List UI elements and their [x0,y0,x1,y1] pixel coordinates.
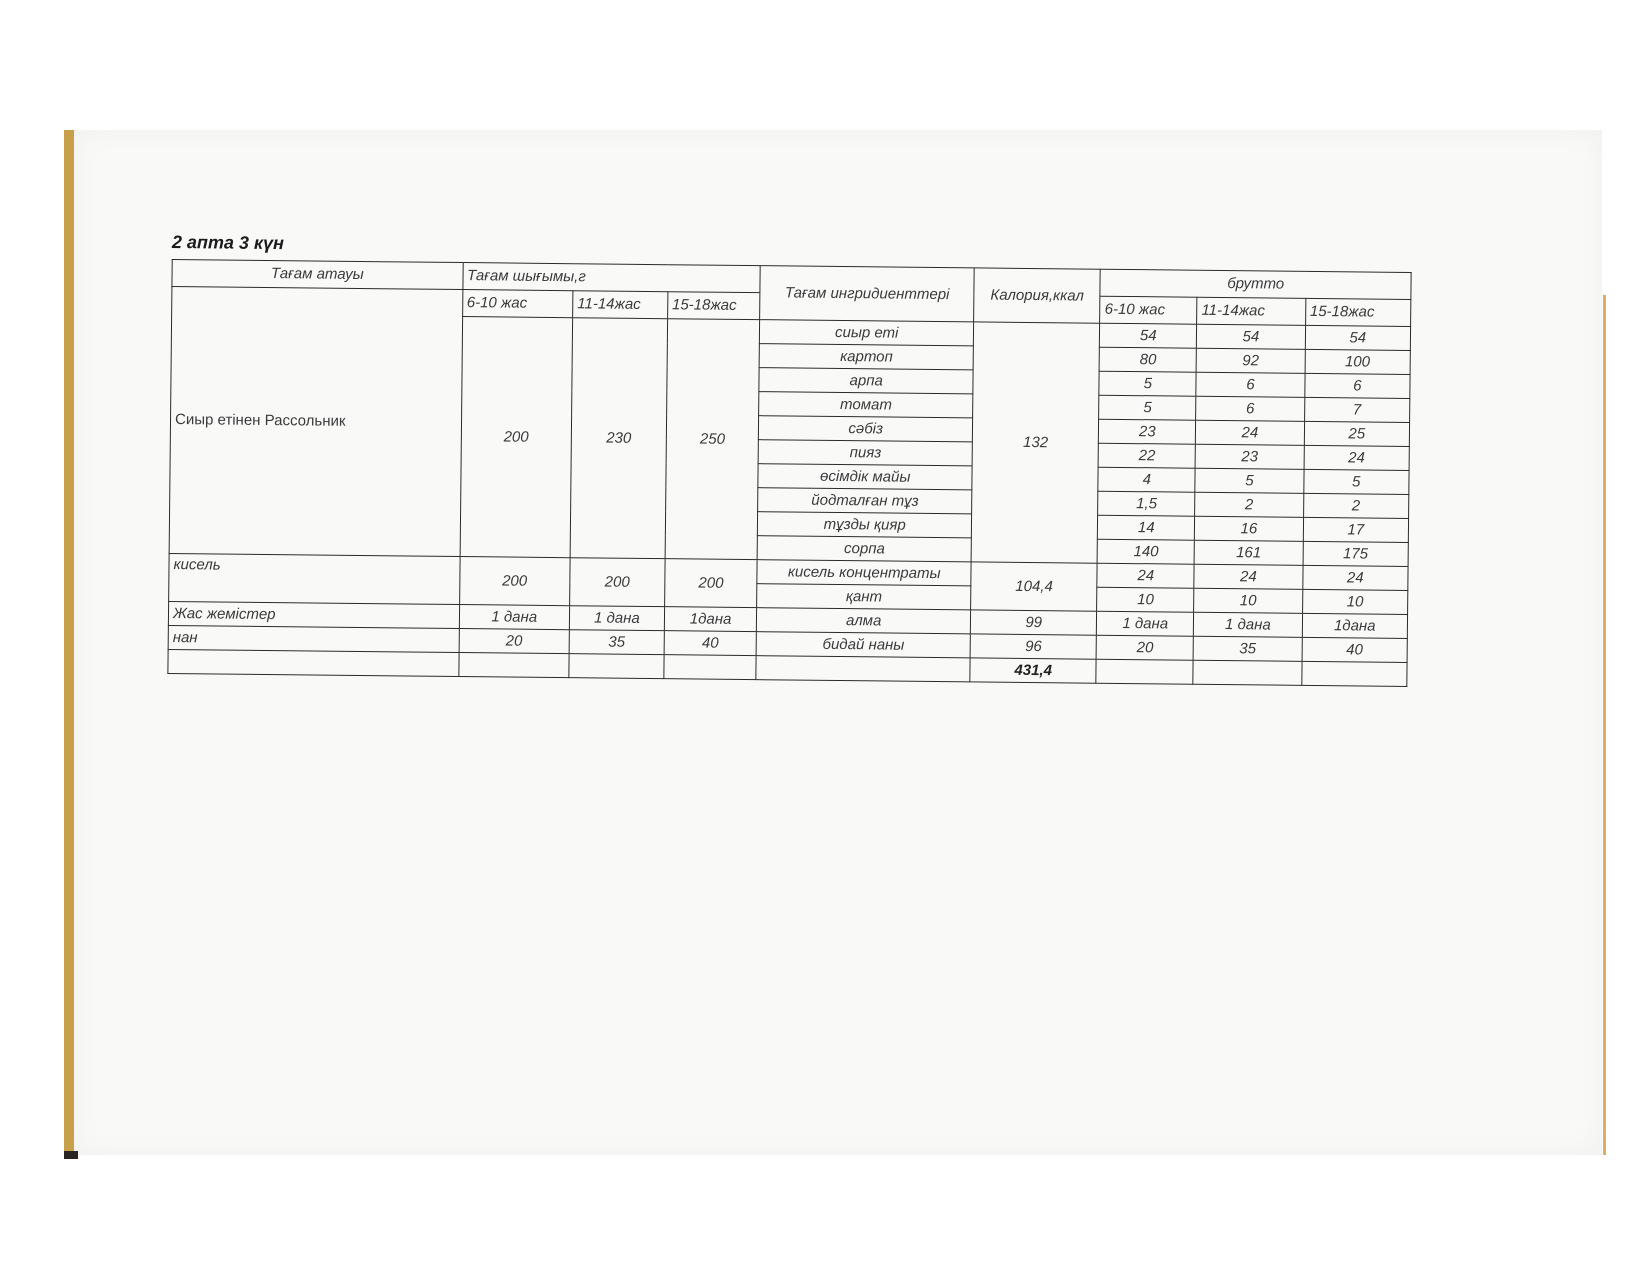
brutto-15-18: 100 [1305,349,1411,374]
brutto-15-18: 5 [1303,469,1409,494]
ingredient-name: йодталған тұз [758,488,972,514]
empty-cell [458,653,569,678]
portion-15-18: 250 [665,319,760,560]
total-calories: 431,4 [970,658,1097,683]
ingredient-name: алма [757,608,971,634]
header-portion-11-14: 11-14жас [573,291,668,319]
dish-name-kisel: кисель [169,553,460,604]
portion-11-14: 1 дана [569,606,664,631]
brutto-11-14: 6 [1196,372,1305,397]
empty-cell [168,649,459,676]
brutto-6-10: 5 [1099,371,1196,396]
brutto-11-14: 10 [1194,588,1303,613]
brutto-11-14: 35 [1193,636,1302,661]
brutto-11-14: 6 [1196,396,1305,421]
header-portion: Тағам шығымы,г [462,263,760,293]
paper-edge-shadow [1603,295,1606,1155]
brutto-6-10: 20 [1096,635,1193,660]
ingredient-name: сәбіз [759,416,973,442]
brutto-6-10: 1 дана [1097,611,1194,636]
brutto-15-18: 24 [1304,445,1410,470]
brutto-15-18: 7 [1304,397,1410,422]
ingredient-name: кисель концентраты [757,560,971,586]
empty-cell [756,656,970,682]
menu-document [167,232,1422,687]
brutto-11-14: 5 [1195,468,1304,493]
brutto-6-10: 54 [1100,323,1197,348]
brutto-6-10: 80 [1100,347,1197,372]
brutto-15-18: 6 [1305,373,1411,398]
dish-name-bread: нан [168,625,459,652]
brutto-6-10: 23 [1099,419,1196,444]
brutto-11-14: 16 [1195,516,1304,541]
empty-cell [1096,659,1193,684]
brutto-15-18: 54 [1305,325,1411,350]
empty-cell [664,655,757,680]
brutto-6-10: 22 [1099,443,1196,468]
dish-name-fruits: Жас жемістер [168,601,459,628]
brutto-15-18: 17 [1303,517,1409,542]
empty-cell [1193,660,1302,685]
header-dish-name: Тағам атауы [172,260,463,290]
brutto-11-14: 92 [1196,348,1305,373]
empty-cell [569,654,664,679]
brutto-6-10: 24 [1097,563,1194,588]
brutto-6-10: 140 [1098,539,1195,564]
ingredient-name: картоп [760,344,974,370]
brutto-15-18: 24 [1302,565,1408,590]
portion-15-18: 40 [664,631,757,656]
portion-6-10: 200 [460,317,573,558]
ingredient-name: қант [757,584,971,610]
portion-15-18: 200 [664,559,757,608]
ingredient-name: пияз [759,440,973,466]
brutto-6-10: 10 [1097,587,1194,612]
brutto-15-18: 25 [1304,421,1410,446]
brutto-15-18: 2 [1303,493,1409,518]
brutto-11-14: 54 [1197,324,1306,349]
portion-15-18: 1дана [664,607,757,632]
portion-6-10: 200 [459,557,570,606]
ingredient-name: сорпа [758,536,972,562]
portion-11-14: 230 [570,318,667,559]
brutto-15-18: 40 [1302,637,1408,662]
brutto-15-18: 1дана [1302,613,1408,638]
ingredient-name: арпа [759,368,973,394]
header-portion-15-18: 15-18жас [667,292,760,320]
brutto-15-18: 10 [1302,589,1408,614]
header-brutto-11-14: 11-14жас [1197,297,1306,325]
header-calories: Калория,ккал [974,268,1101,323]
brutto-6-10: 4 [1098,467,1195,492]
portion-6-10: 20 [459,629,570,654]
page-title: 2 апта 3 күн [171,232,285,254]
empty-cell [1301,661,1407,686]
header-brutto-6-10: 6-10 жас [1100,296,1197,324]
ingredient-name: сиыр еті [760,320,974,346]
brutto-11-14: 24 [1194,564,1303,589]
calories-value: 96 [970,634,1097,659]
ingredient-name: тұзды қияр [758,512,972,538]
calories-value: 132 [971,322,1100,563]
menu-table [167,259,1411,687]
header-portion-6-10: 6-10 жас [462,290,573,318]
brutto-11-14: 2 [1195,492,1304,517]
header-ingredients: Тағам ингридиенттері [760,266,974,322]
brutto-6-10: 14 [1098,515,1195,540]
ingredient-name: томат [759,392,973,418]
brutto-11-14: 161 [1194,540,1303,565]
calories-value: 104,4 [971,562,1098,611]
portion-11-14: 200 [570,558,665,607]
dish-name-rassolnik: Сиыр етінен Рассольник [169,287,462,557]
brutto-6-10: 1,5 [1098,491,1195,516]
brutto-11-14: 1 дана [1194,612,1303,637]
brutto-6-10: 5 [1099,395,1196,420]
ingredient-name: бидай наны [757,632,971,658]
ingredient-name: өсімдік майы [758,464,972,490]
brutto-11-14: 24 [1196,420,1305,445]
header-brutto: брутто [1100,269,1411,299]
portion-6-10: 1 дана [459,605,570,630]
scanner-corner-shadow [64,1151,78,1159]
calories-value: 99 [970,610,1097,635]
brutto-11-14: 23 [1195,444,1304,469]
brutto-15-18: 175 [1303,541,1409,566]
portion-11-14: 35 [569,630,664,655]
header-brutto-15-18: 15-18жас [1305,298,1411,326]
